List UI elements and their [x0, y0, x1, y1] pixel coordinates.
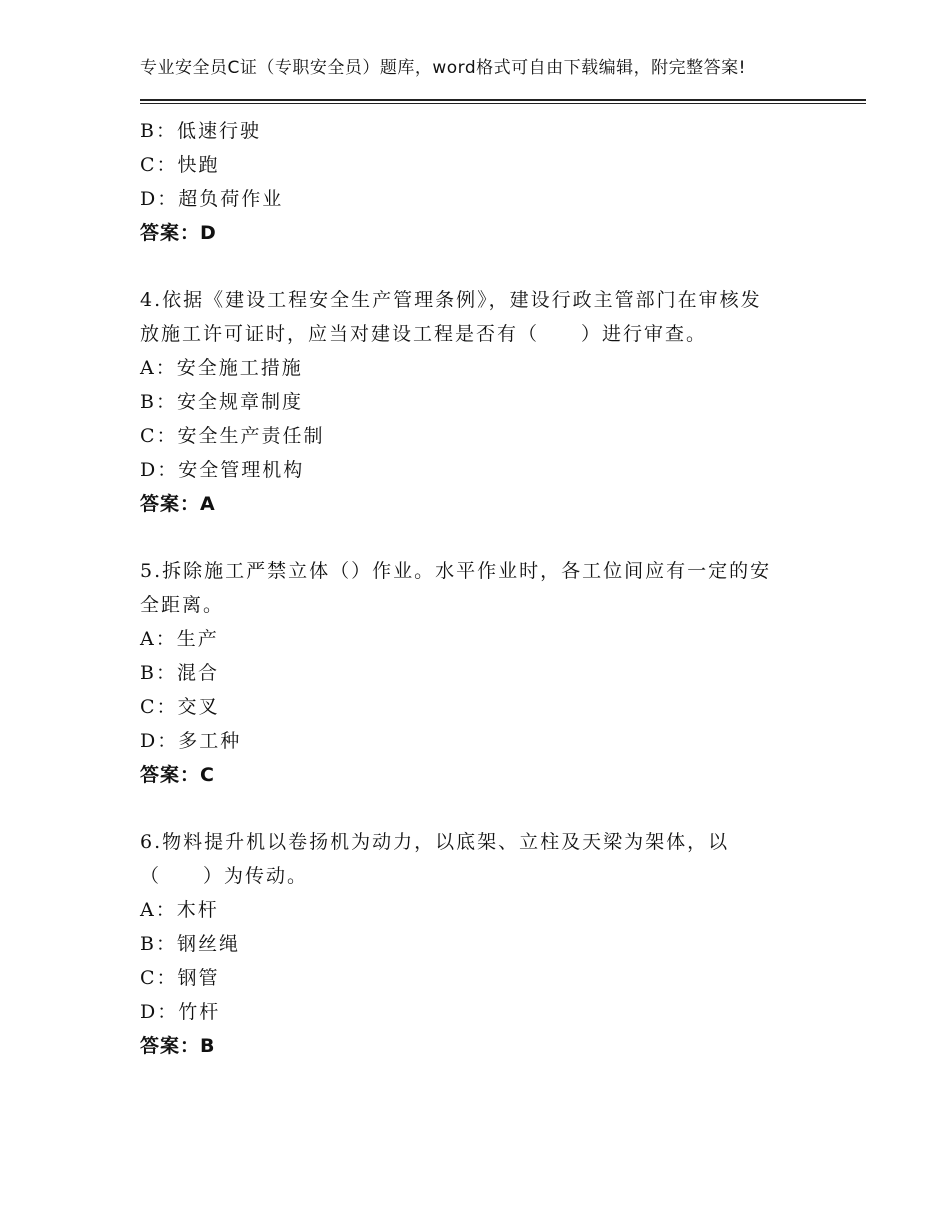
question-text: 6.物料提升机以卷扬机为动力，以底架、立柱及天梁为架体，以: [140, 831, 730, 853]
question-text: 4.依据《建设工程安全生产管理条例》，建设行政主管部门在审核发: [140, 289, 762, 311]
option-line: A：生产: [140, 628, 219, 650]
question-text: 全距离。: [140, 594, 225, 616]
option-line: B：安全规章制度: [140, 391, 303, 413]
option-line: C：快跑: [140, 154, 220, 176]
option-line: A：木杆: [140, 899, 219, 921]
answer-line: 答案：B: [140, 1035, 216, 1057]
option-line: B：钢丝绳: [140, 933, 240, 955]
question-text: 5.拆除施工严禁立体（）作业。水平作业时，各工位间应有一定的安: [140, 560, 772, 582]
page-header: 专业安全员C证（专职安全员）题库，word格式可自由下载编辑，附完整答案!: [140, 58, 746, 78]
option-line: C：交叉: [140, 696, 220, 718]
question-text: 放施工许可证时，应当对建设工程是否有（ ）进行审查。: [140, 323, 708, 345]
spacer: [140, 792, 820, 825]
option-line: B：混合: [140, 662, 219, 684]
option-line: B：低速行驶: [140, 120, 261, 142]
option-line: D：安全管理机构: [140, 459, 305, 481]
question-block-4: [140, 283, 820, 521]
spacer: [140, 521, 820, 554]
option-line: D：多工种: [140, 730, 242, 752]
option-line: C：钢管: [140, 967, 220, 989]
answer-line: 答案：D: [140, 222, 217, 244]
option-line: D：竹杆: [140, 1001, 221, 1023]
answer-line: 答案：A: [140, 493, 216, 515]
option-line: C：安全生产责任制: [140, 425, 325, 447]
question-text: （ ）为传动。: [140, 865, 309, 887]
option-line: D：超负荷作业: [140, 188, 284, 210]
option-line: A：安全施工措施: [140, 357, 303, 379]
question-block-3: [140, 114, 820, 250]
document-body: [140, 114, 820, 1063]
header-rule-thick: [140, 99, 866, 101]
question-block-5: [140, 554, 820, 792]
answer-line: 答案：C: [140, 764, 215, 786]
question-block-6: [140, 825, 820, 1063]
spacer: [140, 250, 820, 283]
header-rule-thin: [140, 103, 866, 104]
